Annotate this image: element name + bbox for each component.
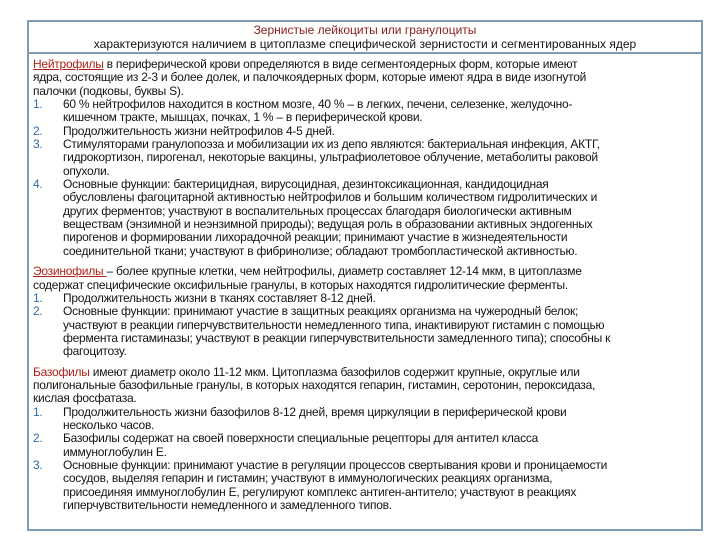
list-item-line <box>33 231 701 244</box>
list-number: 3. <box>33 457 43 472</box>
list-item-text: фермента гистаминазы; участвуют в реакции гиперчувствительности замедленного типа); способны к <box>63 330 611 345</box>
list-item-text: опухоли. <box>63 163 110 178</box>
list-item <box>33 98 701 125</box>
list-item-line <box>33 98 701 111</box>
intro-line <box>33 366 701 379</box>
list-number: 2. <box>33 123 43 138</box>
list-item-text: иммуноглобулин Е. <box>63 444 167 459</box>
section-term: Базофилы <box>33 364 90 379</box>
list-number: 3. <box>33 137 43 152</box>
list-number: 1. <box>33 97 43 112</box>
section-эозинофилы <box>33 265 701 358</box>
list-item-text: фагоцитозу. <box>63 344 127 359</box>
list-item <box>33 178 701 258</box>
intro-text: кислая фосфатаза. <box>33 391 137 406</box>
intro-line <box>33 58 701 71</box>
intro-text: полигональные базофильные гранулы, в которых находятся гепарин, гистамин, серотонин, пероксидаза, <box>33 377 596 392</box>
list-item-text: Продолжительность жизни нейтрофилов 4-5 дней. <box>63 123 335 138</box>
intro-line <box>33 279 701 292</box>
list-item-line <box>33 446 701 459</box>
list-item-text: сосудов, выделяя гепарин и гистамин; участвуют в иммунологических реакциях организма, <box>63 471 553 486</box>
list-item-text: Основные функции: принимают участие в защитных реакциях организма на чужеродный белок; <box>63 304 579 319</box>
intro-line <box>33 265 701 278</box>
list-item-line <box>33 305 701 318</box>
list-item-line <box>33 345 701 358</box>
slide-frame <box>27 20 703 531</box>
list-item-text: других ферментов; участвуют в воспалительных процессах благодаря биологически активным <box>63 203 572 218</box>
list-item-text: 60 % нейтрофилов находится в костном мозге, 40 % – в легких, печени, селезенке, желудочно- <box>63 97 573 112</box>
list-item-text: Основные функции: принимают участие в регуляции процессов свертывания крови и проницаемости <box>63 457 608 472</box>
list-item-text: Продолжительность жизни в тканях составляет 8-12 дней. <box>63 290 376 305</box>
list-item-line <box>33 319 701 332</box>
list-item-line <box>33 245 701 258</box>
list-item <box>33 138 701 178</box>
list-item <box>33 292 701 305</box>
list-item-line <box>33 151 701 164</box>
list-item-text: гидрокортизон, пирогенал, некоторые вакцины, ультрафиолетовое облучение, метаболиты раковой <box>63 150 598 165</box>
section-term: Эозинофилы <box>33 264 107 279</box>
list-item-line <box>33 499 701 512</box>
list-item-text: несколько часов. <box>63 417 155 432</box>
section-нейтрофилы <box>33 58 701 258</box>
list-item-line <box>33 292 701 305</box>
list-item-line <box>33 406 701 419</box>
list-item-text: Основные функции: бактерицидная, вирусоцидная, дезинтоксикационная, кандидоцидная <box>63 177 549 192</box>
list-item-line <box>33 432 701 445</box>
list-item-text: Стимуляторами гранулопоэза и мобилизации их из депо являются: бактериальная инфекция, АКТГ, <box>63 137 600 152</box>
list-item-line <box>33 178 701 191</box>
intro-text: палочки (подковы, буквы S). <box>33 83 184 98</box>
list-item-text: присоединяя иммуноглобулин Е, регулируют комплекс антиген-антитело; участвуют в реакциях <box>63 484 577 499</box>
list-item-line <box>33 459 701 472</box>
list-number: 1. <box>33 404 43 419</box>
intro-text: содержат специфические оксифильные гранулы, в которых находятся гидролитические ферменты. <box>33 277 568 292</box>
list-item-line <box>33 111 701 124</box>
list-item-line <box>33 486 701 499</box>
list-item-text: Продолжительность жизни базофилов 8-12 дней, время циркуляции в периферической крови <box>63 404 567 419</box>
intro-line <box>33 71 701 84</box>
list-item-text: участвуют в реакции гиперчувствительности немедленного типа, инактивируют гистамин с помощью <box>63 317 605 332</box>
list-number: 4. <box>33 177 43 192</box>
list-item <box>33 432 701 459</box>
list-item-line <box>33 218 701 231</box>
list-item-text: пирогенов и формировании лихорадочной реакции; принимают участие в жизнедеятельности <box>63 230 568 245</box>
slide-title: Зернистые лейкоциты или гранулоциты <box>253 23 477 37</box>
list-item-line <box>33 165 701 178</box>
intro-text: – более крупные клетки, чем нейтрофилы, диаметр составляет 12-14 мкм, в цитоплазме <box>106 264 582 279</box>
list-item-line <box>33 125 701 138</box>
list-item-line <box>33 191 701 204</box>
list-item-line <box>33 138 701 151</box>
list-item-line <box>33 332 701 345</box>
list-item-line <box>33 472 701 485</box>
list-item-text: обусловлены фагоцитарной активностью нейтрофилов и большим количеством гидролитических и <box>63 190 598 205</box>
intro-line <box>33 85 701 98</box>
intro-text: ядра, состоящие из 2-3 и более долек, и палочкоядерных форм, которые имеют ядра в виде изогнутой <box>33 70 587 85</box>
list-number: 1. <box>33 290 43 305</box>
list-item-text: веществам (энзимной и неэнзимной природы); ведущая роль в образовании активных эндогенных <box>63 217 593 232</box>
list-item-line <box>33 205 701 218</box>
list-item <box>33 305 701 358</box>
slide-body <box>29 54 701 512</box>
section-базофилы <box>33 366 701 513</box>
slide-header <box>29 22 701 54</box>
list-item-text: соединительной ткани; участвуют в фибринолизе; обладают тромбопластической активностью. <box>63 243 578 258</box>
intro-text: в периферической крови определяются в виде сегментоядерных форм, которые имеют <box>103 57 578 71</box>
intro-line <box>33 379 701 392</box>
list-item <box>33 406 701 433</box>
list-item <box>33 125 701 138</box>
list-item-text: кишечном тракте, мышцах, почках, 1 % – в периферической крови. <box>63 110 423 125</box>
list-item-line <box>33 419 701 432</box>
list-item-text: гиперчувствительности немедленного и замедленного типов. <box>63 498 392 512</box>
section-term: Нейтрофилы <box>33 57 104 71</box>
slide-subtitle: характеризуются наличием в цитоплазме специфической зернистости и сегментированных ядер <box>93 36 637 51</box>
list-number: 2. <box>33 431 43 446</box>
intro-text: имеют диаметр около 11-12 мкм. Цитоплазма базофилов содержит крупные, округлые или <box>89 364 580 379</box>
intro-line <box>33 392 701 405</box>
list-item-text: Базофилы содержат на своей поверхности специальные рецепторы для антител класса <box>63 431 539 446</box>
list-number: 2. <box>33 304 43 319</box>
list-item <box>33 459 701 512</box>
